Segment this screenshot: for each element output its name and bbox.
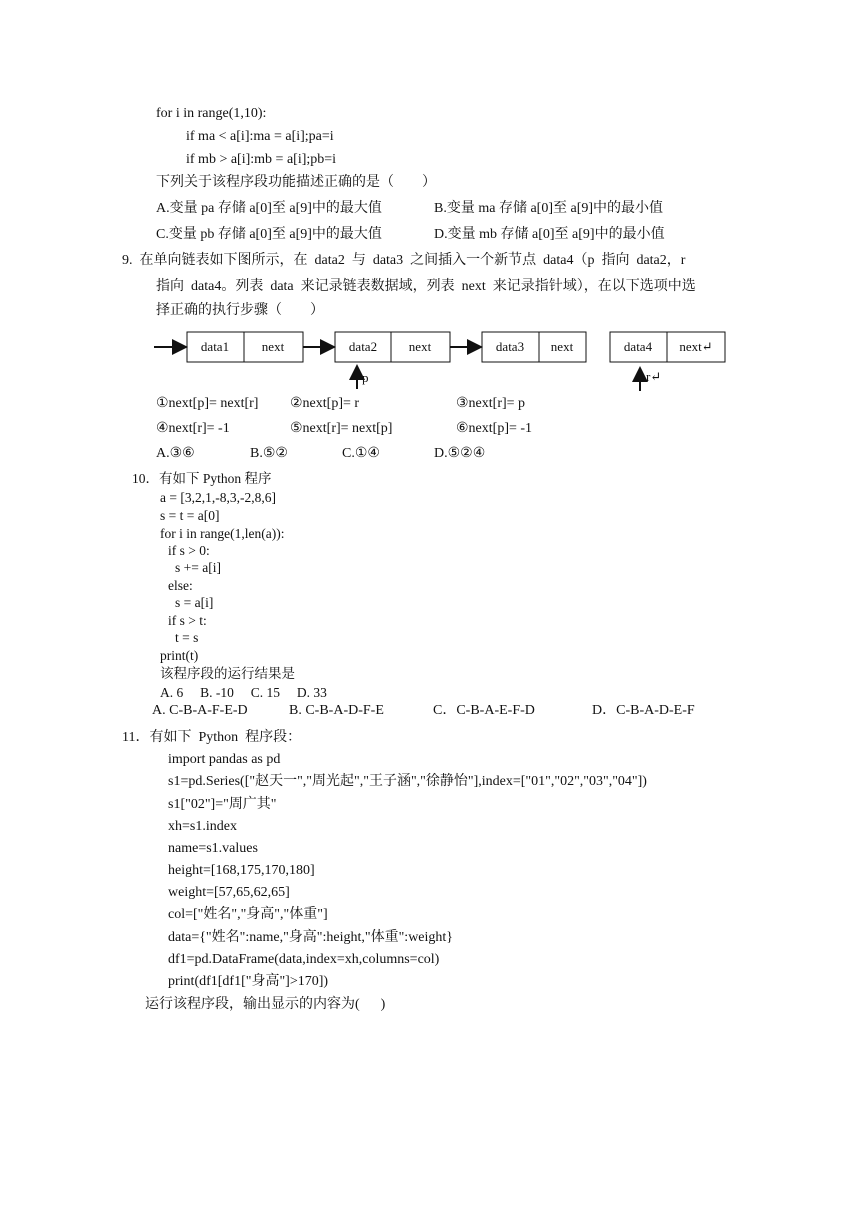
- q9-step-5: ⑤next[r]= next[p]: [290, 421, 393, 436]
- q9-option-a: A.③⑥: [156, 446, 195, 461]
- q11-code-line-1: import pandas as pd: [168, 752, 281, 767]
- q10-option-a: A. C-B-A-F-E-D: [152, 703, 248, 718]
- q11-code-line-4: xh=s1.index: [168, 819, 237, 834]
- q8-prompt: 下列关于该程序段功能描述正确的是（ ）: [156, 175, 436, 190]
- node-data2: [335, 332, 450, 362]
- q8-option-b: B.变量 ma 存储 a[0]至 a[9]中的最小值: [434, 201, 664, 216]
- q10-prompt: 该程序段的运行结果是: [160, 666, 295, 681]
- q10-option-c: C．C-B-A-E-F-D: [433, 703, 535, 718]
- q10-answers: A. 6 B. -10 C. 15 D. 33: [160, 685, 327, 700]
- q9-step-1: ①next[p]= next[r]: [156, 396, 259, 411]
- node-data3-data: data3: [495, 339, 525, 354]
- node-data3: [482, 332, 586, 362]
- q10-code-line-4: if s > 0:: [168, 543, 210, 558]
- q9-option-c: C.①④: [342, 446, 380, 461]
- q9-step-2: ②next[p]= r: [290, 396, 360, 411]
- q8-option-c: C.变量 pb 存储 a[0]至 a[9]中的最大值: [156, 227, 382, 242]
- node-data4-data: data4: [623, 339, 653, 354]
- q8-code-line-2: if ma < a[i]:ma = a[i];pa=i: [186, 129, 334, 144]
- q11-prompt: 运行该程序段，输出显示的内容为( ): [145, 997, 386, 1012]
- q11-code-line-10: df1=pd.DataFrame(data,index=xh,columns=col): [168, 952, 440, 967]
- q10-option-d: D．C-B-A-D-E-F: [592, 703, 695, 718]
- q8-option-a: A.变量 pa 存储 a[0]至 a[9]中的最大值: [156, 201, 382, 216]
- q10-code-line-8: if s > t:: [168, 613, 207, 628]
- q8-code-line-3: if mb > a[i]:mb = a[i];pb=i: [186, 152, 337, 167]
- q11-code-line-7: weight=[57,65,62,65]: [168, 885, 290, 900]
- q9-stem-line-1: 9. 在单向链表如下图所示，在 data2 与 data3 之间插入一个新节点 data4（p 指向 data2，r: [122, 253, 686, 268]
- q8-code-line-1: for i in range(1,10):: [156, 106, 267, 121]
- q9-step-6: ⑥next[p]= -1: [456, 421, 533, 436]
- node-data2-data: data2: [348, 339, 378, 354]
- q11-code-line-11: print(df1[df1["身高"]>170]): [168, 974, 329, 989]
- q9-step-3: ③next[r]= p: [456, 396, 526, 411]
- q10-code-line-1: a = [3,2,1,-8,3,-2,8,6]: [160, 490, 276, 505]
- q9-option-b: B.⑤②: [250, 446, 288, 461]
- q9-stem-line-2: 指向 data4。列表 data 来记录链表数据域，列表 next 来记录指针域），在以下选项中选: [156, 279, 696, 294]
- node-data4: [610, 332, 725, 362]
- q9-stem-line-3: 择正确的执行步骤（ ）: [156, 303, 324, 318]
- node-data3-next: next: [550, 339, 574, 354]
- linked-list-diagram: [0, 0, 860, 400]
- q10-title: 10．有如下 Python 程序: [132, 471, 272, 486]
- node-data2-next: next: [408, 339, 432, 354]
- q9-option-d: D.⑤②④: [434, 446, 486, 461]
- q10-code-line-2: s = t = a[0]: [160, 508, 220, 523]
- q10-option-b: B. C-B-A-D-F-E: [289, 703, 384, 718]
- q11-code-line-6: height=[168,175,170,180]: [168, 863, 315, 878]
- pointer-p-label: p: [362, 370, 369, 385]
- q11-code-line-9: data={"姓名":name,"身高":height,"体重":weight}: [168, 930, 454, 945]
- pointer-r-label: r↵: [646, 369, 662, 384]
- node-data4-next: next↵: [679, 339, 713, 354]
- q8-option-d: D.变量 mb 存储 a[0]至 a[9]中的最小值: [434, 227, 665, 242]
- q11-code-line-5: name=s1.values: [168, 841, 258, 856]
- q10-code-line-9: t = s: [175, 630, 199, 645]
- q10-code-line-7: s = a[i]: [175, 595, 214, 610]
- q11-title: 11．有如下 Python 程序段：: [122, 730, 302, 745]
- node-data1-next: next: [261, 339, 285, 354]
- q10-code-line-3: for i in range(1,len(a)):: [160, 526, 285, 541]
- q11-code-line-8: col=["姓名","身高","体重"]: [168, 907, 328, 922]
- q10-code-line-5: s += a[i]: [175, 560, 221, 575]
- node-data1-data: data1: [200, 339, 230, 354]
- q11-code-line-3: s1["02"]="周广其": [168, 797, 277, 812]
- q10-code-line-10: print(t): [160, 648, 199, 663]
- q11-code-line-2: s1=pd.Series(["赵天一","周光起","王子涵","徐静怡"],index=["01","02","03","04"]): [168, 774, 647, 789]
- q9-step-4: ④next[r]= -1: [156, 421, 230, 436]
- node-data1: [187, 332, 303, 362]
- q10-code-line-6: else:: [168, 578, 193, 593]
